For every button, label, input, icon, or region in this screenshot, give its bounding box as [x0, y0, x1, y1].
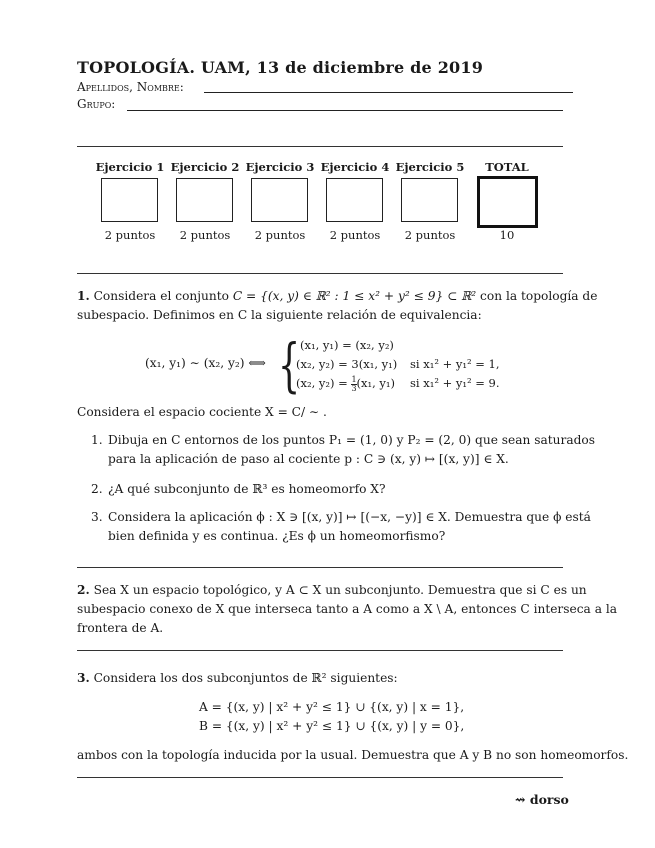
set-b-definition: B = {(x, y) | x² + y² ≤ 1} ∪ {(x, y) | y = 0}, — [199, 719, 465, 733]
divider — [77, 273, 563, 274]
problem2-line2: subespacio conexo de X que interseca tanto a A como a X \ A, entonces C interseca a la — [77, 602, 617, 616]
divider — [77, 567, 563, 568]
exam-title: TOPOLOGÍA. UAM, 13 de diciembre de 2019 — [77, 58, 484, 77]
item2-number: 2. — [91, 482, 103, 496]
score-box-1[interactable] — [101, 178, 158, 222]
problem1-text: con la topología de — [476, 289, 598, 303]
problem1-text: Considera el conjunto — [93, 289, 233, 303]
score-box-4[interactable] — [326, 178, 383, 222]
fraction-numerator: 1 — [351, 374, 357, 384]
divider — [77, 146, 563, 147]
group-field-line[interactable] — [127, 110, 563, 111]
relation-lhs: (x₁, y₁) ∼ (x₂, y₂) ⟺ — [145, 356, 266, 370]
divider — [77, 777, 563, 778]
item3-number: 3. — [91, 510, 103, 524]
set-a-definition: A = {(x, y) | x² + y² ≤ 1} ∪ {(x, y) | x = 1}, — [199, 700, 465, 714]
case3 — [296, 374, 395, 393]
score-points-2: 2 puntos — [179, 228, 231, 242]
turn-over-note: ⇝ dorso — [515, 792, 569, 807]
score-header-total: TOTAL — [485, 160, 529, 174]
score-box-5[interactable] — [401, 178, 458, 222]
score-header-5: Ejercicio 5 — [395, 160, 465, 174]
set-c-formula: C = {(x, y) ∈ ℝ² : 1 ≤ x² + y² ≤ 9} ⊂ ℝ² — [232, 289, 477, 303]
item2-text: ¿A qué subconjunto de ℝ³ es homeomorfo X? — [108, 482, 386, 496]
score-box-2[interactable] — [176, 178, 233, 222]
case3-lhs: (x₂, y₂) = — [296, 376, 352, 390]
item1-line2: para la aplicación de paso al cociente p : C ∋ (x, y) ↦ [(x, y)] ∈ X. — [108, 452, 509, 466]
name-label: Apellidos, Nombre: — [77, 80, 184, 94]
score-box-total[interactable] — [477, 176, 538, 228]
quotient-space: Considera el espacio cociente X = C/ ∼ . — [77, 405, 327, 419]
problem2-text: Sea X un espacio topológico, y A ⊂ X un subconjunto. Demuestra que si C es un — [93, 583, 587, 597]
problem2-number: 2. — [77, 583, 90, 597]
name-field-line[interactable] — [204, 92, 573, 93]
problem3-intro: Considera los dos subconjuntos de ℝ² siguientes: — [93, 671, 398, 685]
problem1-line1 — [77, 287, 598, 306]
score-points-3: 2 puntos — [254, 228, 306, 242]
item1-line1: Dibuja en C entornos de los puntos P₁ = (1, 0) y P₂ = (2, 0) que sean saturados — [108, 433, 596, 447]
brace: { — [278, 331, 301, 399]
score-header-1: Ejercicio 1 — [95, 160, 165, 174]
score-points-5: 2 puntos — [404, 228, 456, 242]
problem3-line1 — [77, 669, 398, 688]
problem2-line1 — [77, 581, 587, 600]
score-header-2: Ejercicio 2 — [170, 160, 240, 174]
item3-line2: bien definida y es continua. ¿Es ϕ un homeomorfismo? — [108, 529, 446, 543]
item3-line1: Considera la aplicación ϕ : X ∋ [(x, y)] ↦ [(−x, −y)] ∈ X. Demuestra que ϕ está — [108, 510, 591, 524]
problem2-line3: frontera de A. — [77, 621, 164, 635]
case3-condition: si x₁² + y₁² = 9. — [410, 376, 500, 390]
group-label: Grupo: — [77, 97, 116, 111]
score-header-3: Ejercicio 3 — [245, 160, 315, 174]
problem3-number: 3. — [77, 671, 90, 685]
case2-condition: si x₁² + y₁² = 1, — [410, 357, 500, 371]
problem3-conclusion: ambos con la topología inducida por la usual. Demuestra que A y B no son homeomorfos. — [77, 748, 629, 762]
score-points-total: 10 — [499, 228, 515, 242]
problem1-number: 1. — [77, 289, 90, 303]
score-header-4: Ejercicio 4 — [320, 160, 390, 174]
case2: (x₂, y₂) = 3(x₁, y₁) — [296, 357, 398, 371]
divider — [77, 650, 563, 651]
problem1-line2: subespacio. Definimos en C la siguiente relación de equivalencia: — [77, 308, 482, 322]
item1-number: 1. — [91, 433, 103, 447]
score-points-4: 2 puntos — [329, 228, 381, 242]
case1: (x₁, y₁) = (x₂, y₂) — [300, 338, 394, 352]
score-points-1: 2 puntos — [104, 228, 156, 242]
score-box-3[interactable] — [251, 178, 308, 222]
case3-rhs: (x₁, y₁) — [356, 376, 396, 390]
fraction-denominator: 3 — [351, 383, 357, 393]
